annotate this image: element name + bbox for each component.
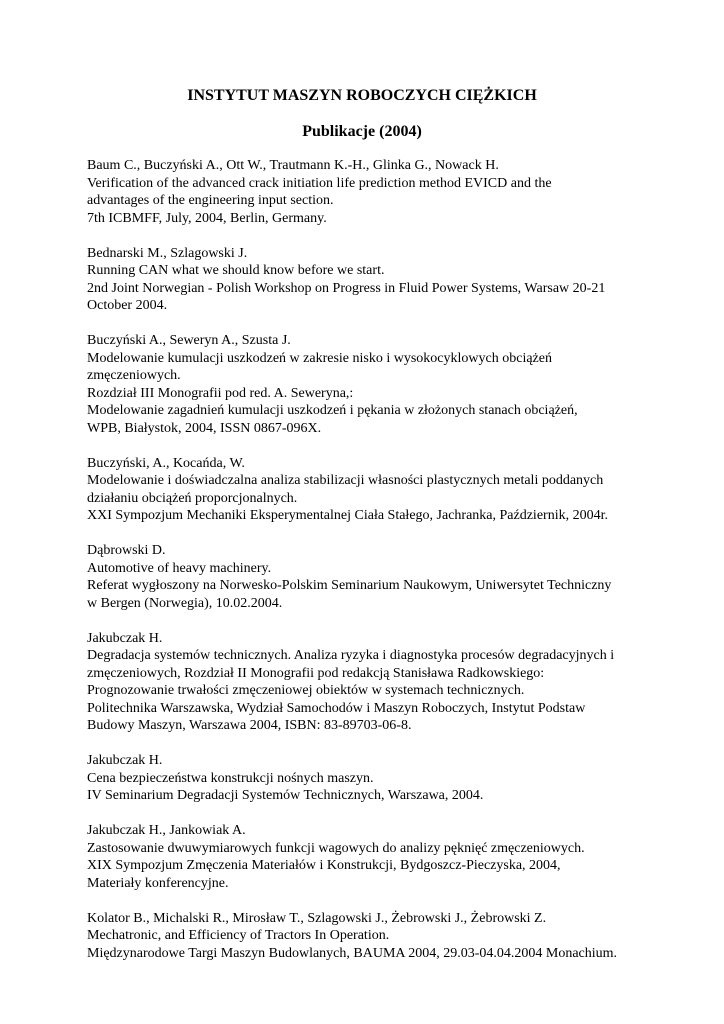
- publication-line: 7th ICBMFF, July, 2004, Berlin, Germany.: [87, 210, 327, 226]
- publication-line: Mechatronic, and Efficiency of Tractors In Operation.: [87, 928, 390, 943]
- publication-authors: Jakubczak H.: [87, 630, 163, 646]
- entry-spacer: [87, 437, 647, 455]
- publication-line: zmęczeniowych.: [87, 368, 181, 383]
- entry-spacer: [87, 612, 647, 630]
- entry-spacer: [87, 525, 647, 543]
- publication-line: 2nd Joint Norwegian - Polish Workshop on Progress in Fluid Power Systems, Warsaw 20-21: [87, 280, 606, 296]
- publication-line: IV Seminarium Degradacji Systemów Technicznych, Warszawa, 2004.: [87, 788, 484, 803]
- publication-line: zmęczeniowych, Rozdział II Monografii pod redakcją Stanisława Radkowskiego:: [87, 665, 545, 681]
- publication-authors: Jakubczak H.: [87, 753, 163, 768]
- publication-entry: [87, 332, 647, 437]
- publication-line: Referat wygłoszony na Norwesko-Polskim Seminarium Naukowym, Uniwersytet Techniczny: [87, 578, 612, 593]
- publication-entry: [87, 455, 647, 525]
- section-title: Publikacje (2004): [302, 123, 422, 140]
- publication-authors: Dąbrowski D.: [87, 543, 166, 558]
- publication-entry: [87, 752, 647, 805]
- publication-authors: Buczyński A., Seweryn A., Szusta J.: [87, 333, 291, 348]
- publication-line: w Bergen (Norwegia), 10.02.2004.: [87, 595, 283, 611]
- publication-authors: Baum C., Buczyński A., Ott W., Trautmann K.-H., Glinka G., Nowack H.: [87, 158, 499, 173]
- publication-line: Degradacja systemów technicznych. Analiza ryzyka i diagnostyka procesów degradacyjnych i: [87, 648, 615, 663]
- publication-line: Verification of the advanced crack initiation life prediction method EVICD and the: [87, 175, 552, 191]
- publication-line: Materiały konferencyjne.: [87, 875, 229, 891]
- entry-spacer: [87, 315, 647, 333]
- publication-authors: Bednarski M., Szlagowski J.: [87, 245, 248, 261]
- publication-authors: Buczyński, A., Kocańda, W.: [87, 455, 245, 471]
- entry-spacer: [87, 227, 647, 245]
- entry-spacer: [87, 892, 647, 910]
- publication-line: Modelowanie zagadnień kumulacji uszkodzeń i pękania w złożonych stanach obciążeń,: [87, 403, 578, 418]
- publication-line: Automotive of heavy machinery.: [87, 560, 272, 576]
- publication-line: XIX Sympozjum Zmęczenia Materiałów i Konstrukcji, Bydgoszcz-Pieczyska, 2004,: [87, 858, 561, 873]
- publication-line: October 2004.: [87, 298, 168, 313]
- publication-line: Running CAN what we should know before we start.: [87, 263, 385, 278]
- publication-authors: Jakubczak H., Jankowiak A.: [87, 823, 246, 838]
- publication-entry: [87, 157, 647, 227]
- publication-line: Zastosowanie dwuwymiarowych funkcji wagowych do analizy pęknięć zmęczeniowych.: [87, 840, 585, 856]
- publication-entry: [87, 542, 647, 612]
- publication-entry: [87, 245, 647, 315]
- publication-line: advantages of the engineering input section.: [87, 193, 334, 208]
- publication-entry: [87, 910, 647, 963]
- publication-authors: Kolator B., Michalski R., Mirosław T., Szlagowski J., Żebrowski J., Żebrowski Z.: [87, 910, 547, 926]
- publication-line: Międzynarodowe Targi Maszyn Budowlanych, BAUMA 2004, 29.03-04.04.2004 Monachium.: [87, 945, 618, 961]
- institute-title: INSTYTUT MASZYN ROBOCZYCH CIĘŻKICH: [187, 87, 537, 104]
- publication-line: XXI Sympozjum Mechaniki Eksperymentalnej Ciała Stałego, Jachranka, Październik, 2004r.: [87, 508, 608, 523]
- publication-line: Budowy Maszyn, Warszawa 2004, ISBN: 83-89703-06-8.: [87, 718, 412, 733]
- entry-spacer: [87, 805, 647, 823]
- entry-spacer: [87, 735, 647, 753]
- publication-line: Cena bezpieczeństwa konstrukcji nośnych maszyn.: [87, 770, 374, 786]
- publication-line: Modelowanie i doświadczalna analiza stabilizacji własności plastycznych metali poddanych: [87, 473, 604, 488]
- publication-line: Prognozowanie trwałości zmęczeniowej obiektów w systemach technicznych.: [87, 683, 525, 698]
- publication-line: Politechnika Warszawska, Wydział Samochodów i Maszyn Roboczych, Instytut Podstaw: [87, 700, 586, 716]
- publication-line: działaniu obciążeń proporcjonalnych.: [87, 490, 298, 506]
- publication-line: Modelowanie kumulacji uszkodzeń w zakresie nisko i wysokocyklowych obciążeń: [87, 350, 552, 366]
- publication-line: WPB, Białystok, 2004, ISSN 0867-096X.: [87, 420, 322, 436]
- publication-list: [87, 157, 647, 962]
- publication-entry: [87, 822, 647, 892]
- publication-entry: [87, 630, 647, 735]
- publication-line: Rozdział III Monografii pod red. A. Seweryna,:: [87, 385, 354, 401]
